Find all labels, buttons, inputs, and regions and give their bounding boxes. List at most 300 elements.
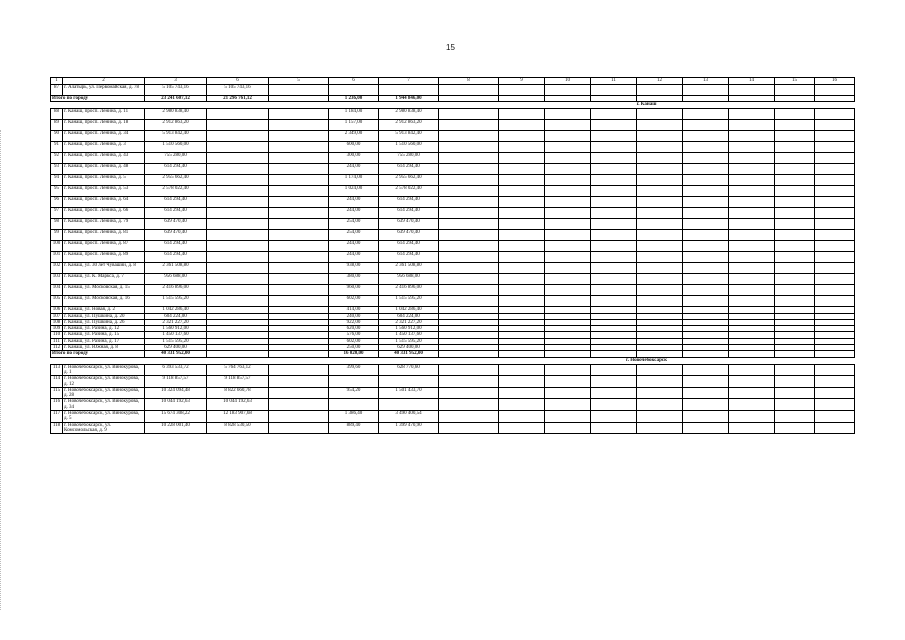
empty-cell — [269, 153, 329, 164]
empty-cell — [637, 285, 683, 296]
empty-cell — [591, 364, 637, 376]
empty-cell — [591, 153, 637, 164]
empty-cell — [683, 208, 729, 219]
empty-cell — [499, 197, 545, 208]
column-number: 13 — [683, 78, 729, 85]
empty-cell — [591, 285, 637, 296]
total-cost-cell: 614 294,40 — [145, 164, 207, 175]
empty-cell — [439, 131, 499, 142]
empty-cell — [729, 364, 775, 376]
area-cell: 954,20 — [329, 387, 379, 399]
address-cell: г. Новочебоксарск, ул. Винокурова, д. 34 — [63, 399, 145, 411]
empty-cell — [729, 230, 775, 241]
empty-cell — [815, 422, 855, 434]
row-number: 92 — [51, 153, 63, 164]
amount-cell: 629 400,00 — [379, 345, 439, 351]
empty-cell — [439, 399, 499, 411]
empty-cell — [729, 85, 775, 96]
empty-cell — [683, 131, 729, 142]
empty-cell — [269, 364, 329, 376]
empty-cell — [269, 219, 329, 230]
empty-cell — [591, 230, 637, 241]
area-cell: 16 020,00 — [329, 351, 379, 357]
table-row — [51, 120, 855, 131]
empty-cell — [591, 219, 637, 230]
cost-cell — [207, 109, 269, 120]
address-cell: г. Алатырь, ул. Первомайская, д. 78 — [63, 85, 145, 96]
table-row — [51, 263, 855, 274]
empty-cell — [683, 120, 729, 131]
row-number: 112 — [51, 345, 63, 351]
address-cell: г. Канаш, просп. Ленина, д. 34 — [63, 131, 145, 142]
area-cell: 1 157,00 — [329, 120, 379, 131]
empty-cell — [591, 120, 637, 131]
empty-cell — [269, 274, 329, 285]
empty-cell — [591, 109, 637, 120]
table-row — [51, 422, 855, 434]
empty-cell — [545, 285, 591, 296]
empty-cell — [775, 164, 815, 175]
area-cell: 244,00 — [329, 164, 379, 175]
total-cost-cell: 10 324 094,48 — [145, 387, 207, 399]
empty-cell — [545, 230, 591, 241]
empty-cell — [499, 186, 545, 197]
column-number: 5 — [269, 78, 329, 85]
empty-cell — [683, 186, 729, 197]
empty-cell — [683, 85, 729, 96]
area-cell: 300,00 — [329, 153, 379, 164]
empty-cell — [499, 399, 545, 411]
area-cell: 254,00 — [329, 230, 379, 241]
empty-cell — [591, 422, 637, 434]
address-cell: г. Канаш, просп. Ленина, д. 53 — [63, 186, 145, 197]
empty-cell — [683, 399, 729, 411]
total-cost-cell: 639 470,40 — [145, 219, 207, 230]
empty-cell — [637, 120, 683, 131]
total-cost-cell: 2 361 508,80 — [145, 263, 207, 274]
empty-cell — [815, 153, 855, 164]
total-cost-cell: 1 515 595,20 — [145, 338, 207, 344]
cost-cell — [207, 175, 269, 186]
amount-cell — [379, 376, 439, 388]
empty-cell — [637, 364, 683, 376]
empty-cell — [545, 376, 591, 388]
city-name: г. Канаш — [439, 102, 855, 109]
empty-cell — [499, 387, 545, 399]
empty-cell — [439, 241, 499, 252]
empty-cell — [545, 186, 591, 197]
total-cost-cell: 2 912 863,20 — [145, 120, 207, 131]
empty-cell — [775, 186, 815, 197]
empty-cell — [591, 241, 637, 252]
empty-cell — [591, 142, 637, 153]
empty-cell — [591, 164, 637, 175]
row-number: 100 — [51, 241, 63, 252]
empty-cell — [545, 120, 591, 131]
empty-cell — [729, 274, 775, 285]
empty-cell — [815, 296, 855, 307]
empty-cell — [637, 263, 683, 274]
amount-cell: 2 955 662,40 — [379, 175, 439, 186]
amount-cell: 2 416 896,00 — [379, 285, 439, 296]
column-number: 14 — [729, 78, 775, 85]
empty-cell — [815, 252, 855, 263]
area-cell: 602,00 — [329, 296, 379, 307]
empty-cell — [815, 399, 855, 411]
empty-cell — [545, 296, 591, 307]
empty-cell — [729, 241, 775, 252]
cost-cell — [207, 230, 269, 241]
empty-cell — [439, 142, 499, 153]
column-number: 12 — [637, 78, 683, 85]
table-row — [51, 252, 855, 263]
amount-cell: 2 980 838,40 — [379, 109, 439, 120]
empty-cell — [499, 164, 545, 175]
empty-cell — [775, 252, 815, 263]
empty-cell — [637, 230, 683, 241]
address-cell: г. Канаш, просп. Ленина, д. 5 — [63, 175, 145, 186]
total-cost-cell: 614 294,40 — [145, 241, 207, 252]
table-row — [51, 399, 855, 411]
empty-cell — [815, 241, 855, 252]
area-cell: 576,00 — [329, 332, 379, 338]
empty-cell — [637, 296, 683, 307]
empty-cell — [637, 219, 683, 230]
total-cost-cell: 2 416 896,00 — [145, 285, 207, 296]
empty-cell — [269, 252, 329, 263]
address-cell: г. Новочебоксарск, ул. Винокурова, д. 1 — [63, 364, 145, 376]
empty-cell — [269, 422, 329, 434]
empty-cell — [439, 422, 499, 434]
area-cell: 2 349,00 — [329, 131, 379, 142]
empty-cell — [729, 263, 775, 274]
empty-cell — [499, 274, 545, 285]
empty-cell — [269, 285, 329, 296]
empty-cell — [439, 85, 499, 96]
amount-cell — [379, 399, 439, 411]
total-cost-cell: 604 224,00 — [145, 313, 207, 319]
area-cell — [329, 85, 379, 96]
table-row — [51, 109, 855, 120]
address-cell: г. Канаш, просп. Ленина, д. 66 — [63, 208, 145, 219]
spacer — [51, 102, 439, 109]
cost-cell — [207, 241, 269, 252]
table-row — [51, 197, 855, 208]
empty-cell — [775, 387, 815, 399]
empty-cell — [439, 263, 499, 274]
address-cell: г. Канаш, просп. Ленина, д. 64 — [63, 197, 145, 208]
empty-cell — [729, 153, 775, 164]
area-cell: 244,00 — [329, 241, 379, 252]
cost-cell: 5 764 763,12 — [207, 364, 269, 376]
empty-cell — [775, 411, 815, 423]
empty-cell — [545, 252, 591, 263]
empty-cell — [545, 197, 591, 208]
row-number: 111 — [51, 338, 63, 344]
amount-cell: 614 294,40 — [379, 208, 439, 219]
table-row — [51, 364, 855, 376]
empty-cell — [545, 142, 591, 153]
address-cell: г. Канаш, просп. Ленина, д. 79 — [63, 219, 145, 230]
empty-cell — [439, 186, 499, 197]
empty-cell — [545, 399, 591, 411]
table-row — [51, 230, 855, 241]
city-name: г. Новочебоксарск — [439, 357, 855, 364]
total-label: Итого по городу — [51, 351, 145, 357]
empty-cell — [775, 422, 815, 434]
column-number: 6 — [329, 78, 379, 85]
empty-cell — [637, 376, 683, 388]
total-cost-cell: 15 674 308,22 — [145, 411, 207, 423]
empty-cell — [499, 175, 545, 186]
empty-cell — [729, 109, 775, 120]
empty-cell — [637, 186, 683, 197]
empty-cell — [637, 411, 683, 423]
address-cell: г. Новочебоксарск, ул. Винокурова, д. 28 — [63, 387, 145, 399]
empty-cell — [729, 142, 775, 153]
row-number: 95 — [51, 186, 63, 197]
column-number: 9 — [499, 78, 545, 85]
address-cell: г. Канаш, просп. Ленина, д. 89 — [63, 252, 145, 263]
empty-cell — [729, 208, 775, 219]
empty-cell — [269, 208, 329, 219]
row-number: 109 — [51, 326, 63, 332]
empty-cell — [729, 186, 775, 197]
empty-cell — [815, 186, 855, 197]
empty-cell — [439, 252, 499, 263]
amount-cell: 755 280,00 — [379, 153, 439, 164]
table-row — [51, 131, 855, 142]
empty-cell — [729, 219, 775, 230]
empty-cell — [545, 241, 591, 252]
empty-cell — [499, 422, 545, 434]
empty-cell — [499, 120, 545, 131]
cost-cell: 8 828 530,50 — [207, 422, 269, 434]
empty-cell — [683, 274, 729, 285]
empty-cell — [815, 85, 855, 96]
empty-cell — [683, 164, 729, 175]
table-row — [51, 219, 855, 230]
cost-cell — [207, 296, 269, 307]
table-row — [51, 208, 855, 219]
table-row — [51, 186, 855, 197]
empty-cell — [545, 422, 591, 434]
address-cell: г. Канаш, ул. Разина, д. 17 — [63, 338, 145, 344]
cost-cell: 5 105 743,16 — [207, 85, 269, 96]
empty-cell — [683, 109, 729, 120]
cost-cell: 8 822 660,78 — [207, 387, 269, 399]
total-cost-cell: 2 955 662,40 — [145, 175, 207, 186]
empty-cell — [439, 120, 499, 131]
empty-cell — [815, 376, 855, 388]
empty-cell — [269, 296, 329, 307]
empty-cell — [729, 422, 775, 434]
amount-cell: 614 294,40 — [379, 252, 439, 263]
area-cell: 240,00 — [329, 313, 379, 319]
total-cost-cell: 6 393 533,72 — [145, 364, 207, 376]
empty-cell — [683, 241, 729, 252]
empty-cell — [815, 285, 855, 296]
total-cost-cell: 10 044 192,63 — [145, 399, 207, 411]
total-cost-cell: 2 321 227,20 — [145, 319, 207, 325]
empty-cell — [729, 411, 775, 423]
empty-cell — [545, 109, 591, 120]
row-number: 88 — [51, 109, 63, 120]
empty-cell — [775, 230, 815, 241]
address-cell: г. Канаш, просп. Ленина, д. 87 — [63, 241, 145, 252]
total-cost-cell: 5 105 743,16 — [145, 85, 207, 96]
empty-cell — [683, 376, 729, 388]
amount-cell: 2 321 227,20 — [379, 319, 439, 325]
row-number: 102 — [51, 263, 63, 274]
area-cell: 399,60 — [329, 364, 379, 376]
total-cost-cell: 614 294,40 — [145, 197, 207, 208]
empty-cell — [775, 364, 815, 376]
empty-cell — [775, 285, 815, 296]
empty-cell — [683, 387, 729, 399]
empty-cell — [269, 399, 329, 411]
address-cell: г. Канаш, ул. Пушкина, д. 20 — [63, 313, 145, 319]
row-number: 108 — [51, 319, 63, 325]
table-row — [51, 274, 855, 285]
amount-cell: 1 399 470,90 — [379, 422, 439, 434]
empty-cell — [815, 364, 855, 376]
row-number: 110 — [51, 332, 63, 338]
address-cell: г. Канаш, просп. Ленина, д. 3 — [63, 142, 145, 153]
table-row — [51, 296, 855, 307]
empty-cell — [439, 230, 499, 241]
address-cell: г. Канаш, просп. Ленина, д. 81 — [63, 230, 145, 241]
empty-cell — [637, 109, 683, 120]
empty-cell — [545, 263, 591, 274]
empty-cell — [545, 411, 591, 423]
empty-cell — [683, 364, 729, 376]
table-row — [51, 387, 855, 399]
amount-cell: 1 450 137,60 — [379, 332, 439, 338]
table-row — [51, 153, 855, 164]
area-cell: 889,40 — [329, 422, 379, 434]
empty-cell — [269, 230, 329, 241]
total-cost-cell: 1 510 560,00 — [145, 142, 207, 153]
page-number: 15 — [446, 43, 455, 52]
area-cell: 250,00 — [329, 345, 379, 351]
empty-cell — [775, 219, 815, 230]
empty-cell — [637, 197, 683, 208]
empty-cell — [499, 230, 545, 241]
empty-cell — [775, 120, 815, 131]
empty-cell — [591, 175, 637, 186]
empty-cell — [815, 411, 855, 423]
total-cost-cell: 1 042 286,40 — [145, 307, 207, 313]
column-number: 1 — [51, 78, 63, 85]
column-number: 2 — [63, 78, 145, 85]
empty-cell — [439, 197, 499, 208]
empty-cell — [269, 197, 329, 208]
empty-cell — [439, 109, 499, 120]
area-cell — [329, 376, 379, 388]
row-number: 107 — [51, 313, 63, 319]
address-cell: г. Канаш, ул. 30 лет Чувашии, д. 8 — [63, 263, 145, 274]
empty-cell — [729, 252, 775, 263]
empty-cell — [637, 175, 683, 186]
amount-cell: 604 224,00 — [379, 313, 439, 319]
total-cost-cell: 639 470,40 — [145, 230, 207, 241]
row-number: 118 — [51, 422, 63, 434]
cost-cell — [207, 252, 269, 263]
header-row — [51, 78, 855, 85]
address-cell: г. Канаш, просп. Ленина, д. 18 — [63, 120, 145, 131]
total-cost-cell: 9 118 857,57 — [145, 376, 207, 388]
empty-cell — [683, 422, 729, 434]
empty-cell — [775, 197, 815, 208]
total-cost-cell: 2 980 838,40 — [145, 109, 207, 120]
row-number: 104 — [51, 285, 63, 296]
city-row — [51, 357, 855, 364]
address-cell: г. Канаш, просп. Ленина, д. 43 — [63, 153, 145, 164]
cost-cell — [207, 164, 269, 175]
total-cost-cell: 614 294,40 — [145, 252, 207, 263]
row-number: 96 — [51, 197, 63, 208]
empty-cell — [815, 131, 855, 142]
area-cell: 380,00 — [329, 274, 379, 285]
empty-cell — [499, 285, 545, 296]
empty-cell — [775, 399, 815, 411]
total-cost-cell: 1 515 595,20 — [145, 296, 207, 307]
empty-cell — [637, 164, 683, 175]
empty-cell — [499, 85, 545, 96]
amount-cell: 956 688,00 — [379, 274, 439, 285]
table-row — [51, 376, 855, 388]
address-cell: г. Новочебоксарск, ул. Винокурова, д. 12 — [63, 376, 145, 388]
empty-cell — [815, 109, 855, 120]
row-number: 94 — [51, 175, 63, 186]
address-cell: г. Канаш, просп. Ленина, д. 11 — [63, 109, 145, 120]
empty-cell — [499, 219, 545, 230]
cost-cell — [207, 142, 269, 153]
row-number: 113 — [51, 364, 63, 376]
table-row — [51, 411, 855, 423]
area-cell: 960,00 — [329, 285, 379, 296]
address-cell: г. Канаш, ул. Московская, д. 16 — [63, 296, 145, 307]
empty-cell — [439, 376, 499, 388]
empty-cell — [815, 274, 855, 285]
empty-cell — [591, 131, 637, 142]
empty-cell — [729, 399, 775, 411]
cost-cell — [207, 153, 269, 164]
total-cost-cell: 1 450 137,60 — [145, 332, 207, 338]
empty-cell — [499, 364, 545, 376]
empty-cell — [683, 175, 729, 186]
empty-cell — [269, 120, 329, 131]
total-cost-cell: 40 331 952,00 — [145, 351, 207, 357]
cost-cell: 12 183 907,68 — [207, 411, 269, 423]
amount-cell: 2 361 508,80 — [379, 263, 439, 274]
empty-cell — [269, 109, 329, 120]
row-number: 116 — [51, 399, 63, 411]
column-number: 16 — [815, 78, 855, 85]
empty-cell — [545, 164, 591, 175]
row-number: 87 — [51, 85, 63, 96]
amount-cell: 614 294,40 — [379, 197, 439, 208]
empty-cell — [683, 230, 729, 241]
row-number: 89 — [51, 120, 63, 131]
column-number: 10 — [545, 78, 591, 85]
total-cost-cell: 2 578 022,40 — [145, 186, 207, 197]
amount-cell: 2 578 022,40 — [379, 186, 439, 197]
empty-cell — [499, 208, 545, 219]
empty-cell — [683, 197, 729, 208]
address-cell: г. Новочебоксарск, ул. Комсомольская, д. 9 — [63, 422, 145, 434]
